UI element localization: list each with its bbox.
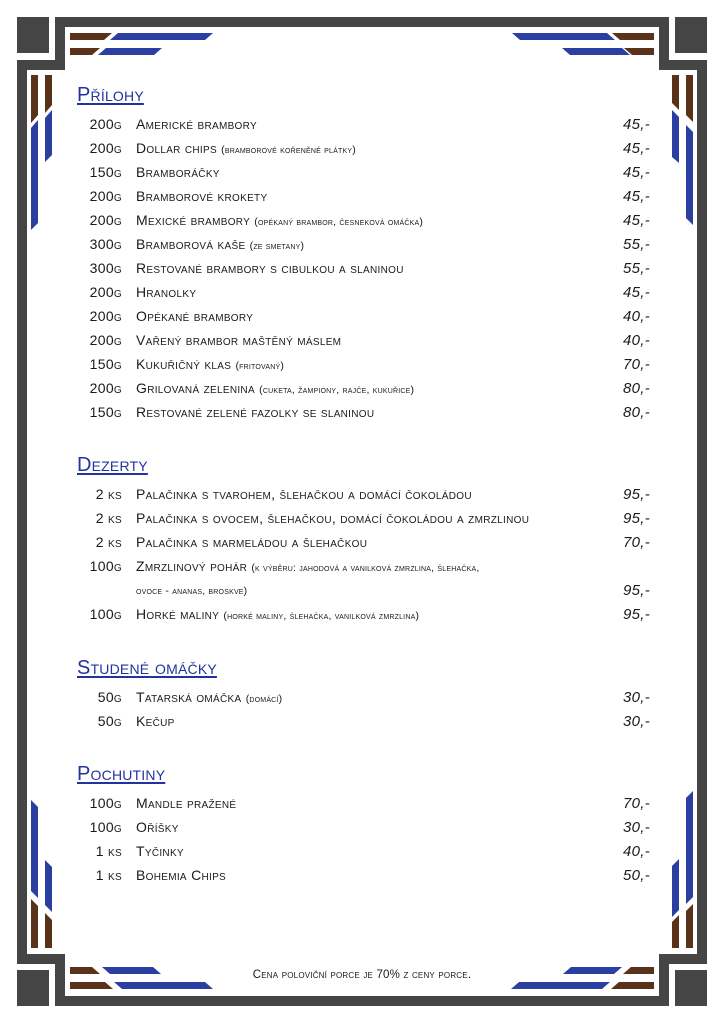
- item-price: 80,-: [622, 404, 650, 421]
- item-note: (ze smetany): [249, 240, 305, 252]
- item-price: 50,-: [622, 867, 650, 884]
- item-name: Zmrzlinový pohár: [136, 558, 248, 574]
- item-quantity: 150g: [89, 404, 122, 420]
- item-name: Palačinka s ovocem, šlehačkou, domácí čokoládou a zmrzlinou: [136, 510, 530, 526]
- menu-item: [70, 332, 650, 352]
- menu-item: [70, 212, 650, 232]
- item-name: Hranolky: [136, 284, 197, 300]
- menu-item-price-row: [70, 582, 650, 602]
- item-name: Bramborové krokety: [136, 188, 268, 204]
- item-quantity: 200g: [89, 140, 122, 156]
- menu-item: [70, 116, 650, 136]
- item-quantity: 2 ks: [95, 486, 122, 502]
- item-quantity: 200g: [89, 380, 122, 396]
- section-title: Pochutiny: [77, 763, 166, 785]
- item-price: 45,-: [622, 140, 650, 157]
- item-quantity: 200g: [89, 212, 122, 228]
- item-price: 55,-: [622, 236, 650, 253]
- item-name: Americké brambory: [136, 116, 257, 132]
- item-price: 45,-: [622, 212, 650, 229]
- menu-item: [70, 843, 650, 863]
- item-quantity: 200g: [89, 284, 122, 300]
- item-quantity: 300g: [89, 260, 122, 276]
- item-quantity: 2 ks: [95, 510, 122, 526]
- item-name: Restované brambory s cibulkou a slaninou: [136, 260, 404, 276]
- item-name: Mandle pražené: [136, 795, 237, 811]
- item-price: 30,-: [622, 689, 650, 706]
- item-name: Kukuřičný klas: [136, 356, 232, 372]
- menu-item: [70, 404, 650, 424]
- item-price: 95,-: [622, 510, 650, 527]
- item-quantity: 100g: [89, 558, 122, 574]
- item-name: Vařený brambor maštěný máslem: [136, 332, 342, 348]
- menu-item: [70, 795, 650, 815]
- item-note: (horké maliny, šlehačka, vanilková zmrzlina): [223, 610, 420, 622]
- menu-item: [70, 308, 650, 328]
- item-price: 40,-: [622, 332, 650, 349]
- item-name: Bohemia Chips: [136, 867, 227, 883]
- item-name: Dollar chips: [136, 140, 217, 156]
- menu-item: [70, 140, 650, 160]
- item-price: 70,-: [622, 534, 650, 551]
- section-title: Studené omáčky: [77, 657, 217, 679]
- item-quantity: 200g: [89, 308, 122, 324]
- item-price: 45,-: [622, 284, 650, 301]
- item-price: 95,-: [622, 486, 650, 503]
- section-title: Dezerty: [77, 454, 148, 476]
- menu-item: [70, 236, 650, 256]
- item-note: (fritovaný): [235, 360, 285, 372]
- item-price: 70,-: [622, 356, 650, 373]
- menu-item: [70, 486, 650, 506]
- item-quantity: 200g: [89, 188, 122, 204]
- item-name: Tyčinky: [136, 843, 184, 859]
- item-quantity: 100g: [89, 819, 122, 835]
- item-quantity: 50g: [97, 689, 122, 705]
- item-name: Tatarská omáčka: [136, 689, 242, 705]
- menu-item: [70, 534, 650, 554]
- item-price: 45,-: [622, 116, 650, 133]
- item-note: (domácí): [245, 693, 283, 705]
- item-price: 80,-: [622, 380, 650, 397]
- menu-item: [70, 867, 650, 887]
- menu-item: [70, 689, 650, 709]
- item-name: Kečup: [136, 713, 175, 729]
- menu-item: [70, 606, 650, 626]
- item-name: Oříšky: [136, 819, 179, 835]
- item-quantity: 200g: [89, 116, 122, 132]
- item-price: 40,-: [622, 308, 650, 325]
- menu-item: [70, 188, 650, 208]
- menu-item: [70, 558, 650, 578]
- item-note: (k výběru: jahodová a vanilková zmrzlina, šlehačka,: [251, 562, 480, 574]
- section-title: Přílohy: [77, 84, 144, 106]
- item-quantity: 300g: [89, 236, 122, 252]
- item-quantity: 200g: [89, 332, 122, 348]
- item-name: Opékané brambory: [136, 308, 254, 324]
- item-price: 95,-: [622, 582, 650, 599]
- menu-item: [70, 284, 650, 304]
- menu-item: [70, 260, 650, 280]
- item-name: Restované zelené fazolky se slaninou: [136, 404, 375, 420]
- item-name: Bramboráčky: [136, 164, 220, 180]
- item-name: Palačinka s tvarohem, šlehačkou a domácí čokoládou: [136, 486, 472, 502]
- item-price: 55,-: [622, 260, 650, 277]
- menu-item: [70, 510, 650, 530]
- item-name: Mexické brambory: [136, 212, 251, 228]
- item-quantity: 100g: [89, 795, 122, 811]
- menu-item: [70, 164, 650, 184]
- menu-item: [70, 380, 650, 400]
- item-name: Palačinka s marmeládou a šlehačkou: [136, 534, 368, 550]
- item-note-continuation: ovoce - ananas, broskve): [136, 585, 248, 597]
- item-price: 70,-: [622, 795, 650, 812]
- item-name: Horké maliny: [136, 606, 220, 622]
- item-price: 45,-: [622, 188, 650, 205]
- item-note: (opékaný brambor, česneková omáčka): [254, 216, 424, 228]
- item-note: (bramborové kořeněné plátky): [221, 144, 356, 156]
- item-price: 95,-: [622, 606, 650, 623]
- item-price: 40,-: [622, 843, 650, 860]
- item-quantity: 1 ks: [95, 867, 122, 883]
- item-price: 30,-: [622, 713, 650, 730]
- half-portion-note: Cena poloviční porce je 70% z ceny porce.: [252, 969, 472, 981]
- menu-item: [70, 819, 650, 839]
- item-quantity: 50g: [97, 713, 122, 729]
- item-name: Grilovaná zelenina: [136, 380, 255, 396]
- item-price: 30,-: [622, 819, 650, 836]
- item-price: 45,-: [622, 164, 650, 181]
- item-quantity: 100g: [89, 606, 122, 622]
- menu-item: [70, 356, 650, 376]
- item-note: (cuketa, žampiony, rajče, kukuřice): [259, 384, 415, 396]
- item-quantity: 150g: [89, 356, 122, 372]
- item-quantity: 1 ks: [95, 843, 122, 859]
- item-quantity: 150g: [89, 164, 122, 180]
- menu-item: [70, 713, 650, 733]
- item-name: Bramborová kaše: [136, 236, 246, 252]
- item-quantity: 2 ks: [95, 534, 122, 550]
